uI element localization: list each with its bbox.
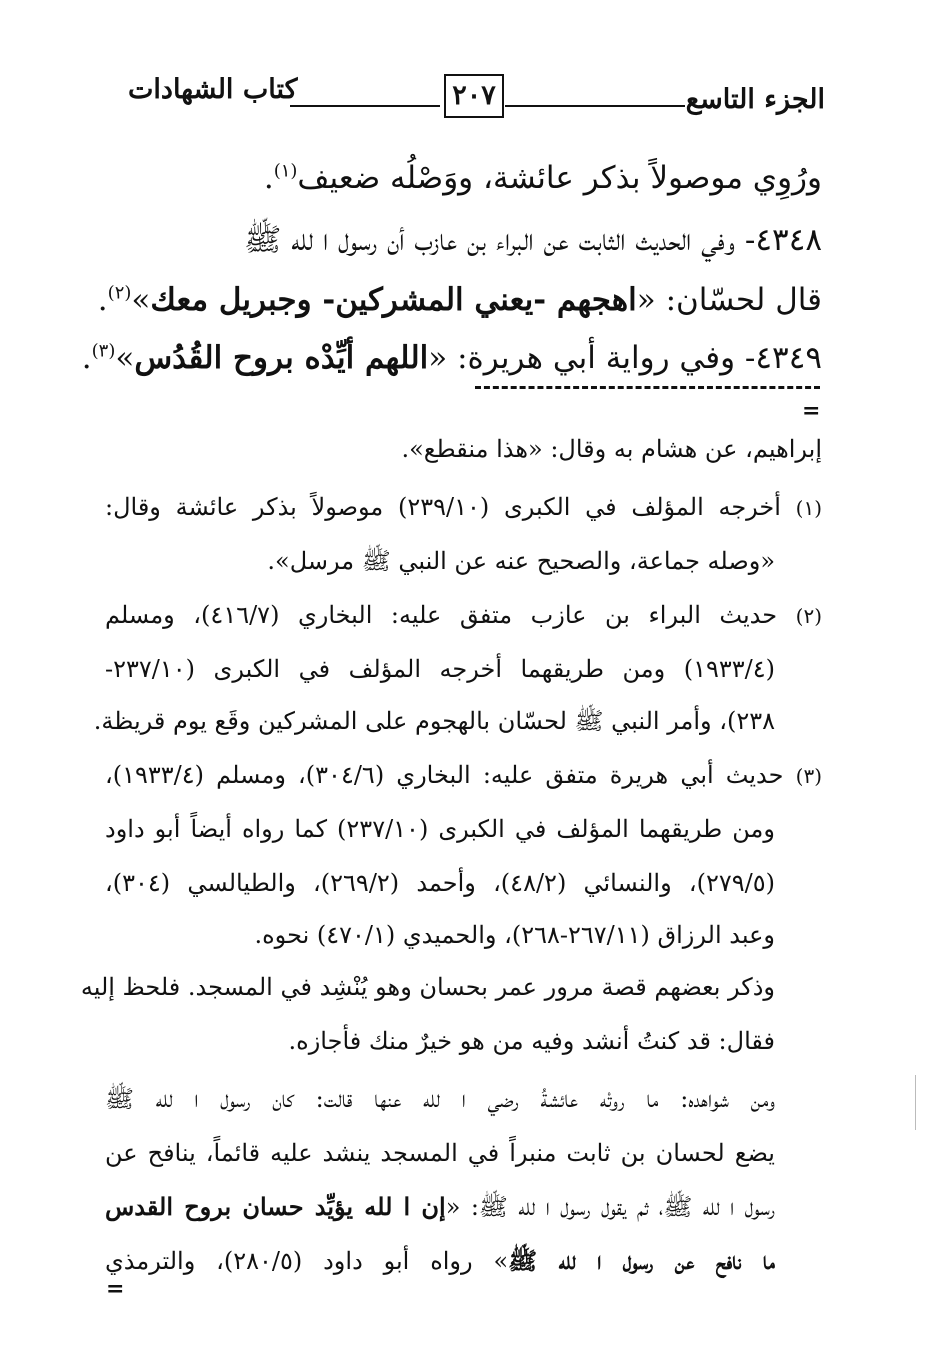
footnote-3-text-10-bold: ما نافح عن رسول ا لله ﷺ (508, 1246, 775, 1275)
main-text-line-2 (110, 220, 822, 260)
footnote-3-line-5 (80, 970, 775, 1004)
book-title: كتاب الشهادات (128, 74, 298, 105)
footnote-3-line-10 (105, 1244, 775, 1278)
hadith-4348-quote: اهجهم -يعني المشركين- وجبريل معك (150, 282, 637, 318)
hadith-4349-close: » (115, 340, 135, 376)
footnote-carry-text: إبراهيم، عن هشام به وقال: «هذا منقطع». (401, 435, 822, 463)
footnote-3-text-9 (105, 1193, 775, 1221)
footnote-3-line-2 (105, 812, 775, 846)
footnote-carryover (105, 432, 822, 466)
header-rule-right (505, 105, 685, 107)
hadith-4349-prefix: ٤٣٤٩- وفي رواية أبي هريرة: « (428, 340, 822, 376)
main-text-1: ورُوِي موصولاً بذكر عائشة، ووَصْلُه ضعيف (297, 160, 822, 196)
scan-edge-mark (915, 1075, 916, 1130)
footnote-3-line-6 (105, 1024, 775, 1058)
footnote-3-text-6: فقال: قد كنتُ أنشد وفيه من هو خيرٌ منك فأجازه. (288, 1027, 775, 1055)
footnote-2-text-2: (١٩٣٣/٤) ومن طريقهما أخرجه المؤلف في الكبرى (٢٣٧/١٠- (105, 655, 775, 683)
footnote-3-line-4 (105, 918, 775, 952)
footnote-1-text-1: أخرجه المؤلف في الكبرى (٢٣٩/١٠) موصولاً بذكر عائشة وقال: (105, 493, 781, 521)
footnote-1-line-2 (105, 544, 775, 578)
footnote-2-line-3 (93, 704, 775, 738)
footnote-3-line-8 (105, 1136, 775, 1170)
footnote-3-text-4: وعبد الرزاق (٢٦٧/١١-٢٦٨)، والحميدي (٤٧٠/١) نحوه. (254, 921, 775, 949)
footnote-2-text-3: ٢٣٨)، وأمر النبي ﷺ لحسّان بالهجوم على المشركين وقَع يوم قريظة. (93, 707, 775, 735)
main-text-line-1: ورُوِي موصولاً بذكر عائشة، ووَصْلُه ضعيف$^{(١)}$. (263, 160, 822, 196)
footnote-3-text-5: وذكر بعضهم قصة مرور عمر بحسان وهو يُنْشِد في المسجد. فلحظ إليه (80, 973, 775, 1001)
footnote-2-line-2 (105, 652, 775, 686)
footnote-3-text-2: ومن طريقهما المؤلف في الكبرى (٢٣٧/١٠) كما رواه أيضاً أبو داود (105, 815, 775, 843)
page-number: ٢٠٧ (444, 74, 504, 118)
footnote-3-text-3: (٢٧٩/٥)، والنسائي (٤٨/٢)، وأحمد (٢٦٩/٢)، والطيالسي (٣٠٤)، (105, 869, 775, 897)
footnote-1-text-2: «وصله جماعة، والصحيح عنه عن النبي ﷺ مرسل». (267, 547, 775, 575)
hadith-4349-quote: اللهم أيِّدْه بروح القُدُس (134, 340, 429, 376)
footnote-2-line-1 (105, 598, 822, 633)
footnote-separator (475, 386, 820, 389)
page-header (120, 62, 825, 122)
continuation-mark-bottom: = (106, 1276, 125, 1302)
footnote-3-line-3 (105, 866, 775, 900)
footnote-3-text-1: حديث أبي هريرة متفق عليه: البخاري (٣٠٤/٦)، ومسلم (١٩٣٣/٤)، (105, 761, 784, 789)
continuation-mark-top: = (802, 398, 821, 424)
footnote-2-text-1: حديث البراء بن عازب متفق عليه: البخاري (٤١٦/٧)، ومسلم (105, 601, 778, 629)
volume-title: الجزء التاسع (685, 84, 825, 115)
footnote-ref-2: (٢) (107, 282, 132, 304)
footnote-3-number: (٣) (795, 764, 822, 788)
hadith-4348-prefix: قال لحسّان: « (636, 282, 822, 318)
footnote-3-text-10 (105, 1247, 775, 1275)
main-text-line-4: ٤٣٤٩- وفي رواية أبي هريرة: «اللهم أيِّدْه بروح القُدُس»$^{(٣)}$. (81, 340, 822, 376)
footnote-ref-3: (٣) (91, 340, 116, 362)
footnote-3-text-10-plain: » رواه أبو داود (٢٨٠/٥)، والترمذي (105, 1247, 509, 1275)
footnote-3-line-9 (105, 1190, 775, 1224)
footnote-3-text-9-bold: إن ا لله يؤيِّد حسان بروح القدس (105, 1192, 446, 1221)
footnote-3-text-7: ومن شواهده: ما روتْه عائشةُ رضي ا لله عنها قالت: كان رسول ا لله ﷺ (105, 1085, 775, 1113)
hadith-4348-start: ٤٣٤٨- وفي الحديث الثابت عن البراء بن عازب أن رسول ا لله ﷺ (244, 222, 822, 258)
footnote-2-number: (٢) (795, 604, 823, 628)
footnote-3-text-9-plain: رسول ا لله ﷺ، ثم يقول رسول ا لله ﷺ: « (445, 1193, 775, 1221)
footnote-3-line-1 (105, 758, 822, 793)
footnote-ref-1: (١) (273, 160, 298, 182)
main-text-line-3: قال لحسّان: «اهجهم -يعني المشركين- وجبريل معك»$^{(٢)}$. (97, 282, 822, 318)
footnote-1-number: (١) (795, 496, 823, 520)
header-rule-left (290, 105, 440, 107)
hadith-4348-close: » (131, 282, 151, 318)
footnote-3-text-8: يضع لحسان بن ثابت منبراً في المسجد ينشد عليه قائماً، ينافح عن (105, 1139, 775, 1167)
footnote-3-line-7 (105, 1082, 775, 1116)
footnote-1-line-1 (105, 490, 822, 525)
